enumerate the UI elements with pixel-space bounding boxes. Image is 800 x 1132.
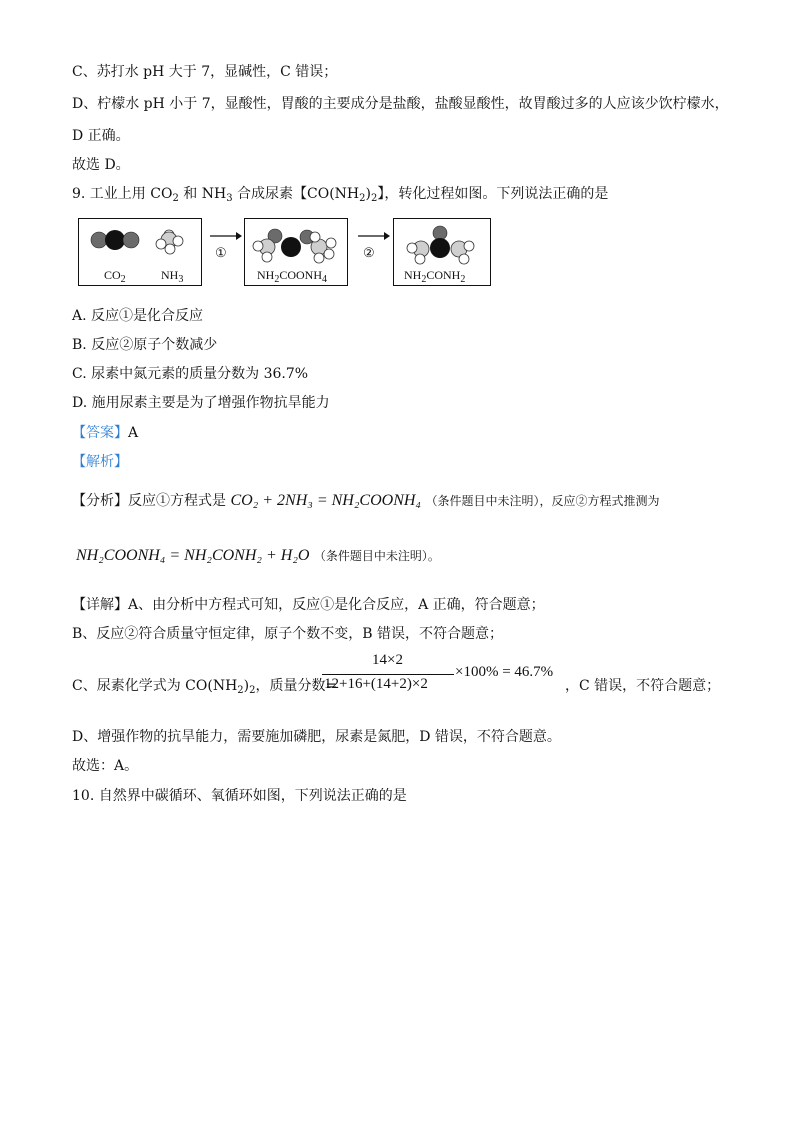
label-co2: $CO_2$ [104, 268, 126, 285]
answer-line [72, 423, 138, 443]
detail-c-suffix: ，C 错误，不符合题意； [565, 678, 721, 694]
equation-2: NH₂COONH₄ = NH₂CONH₂ + H₂O [76, 547, 310, 564]
text-line-d-correct: D 正确。 [72, 128, 130, 144]
question-10-stem: 10. 自然界中碳循环、氧循环如图，下列说法正确的是 [72, 788, 407, 804]
fraction-numerator: 14×2 [372, 652, 403, 668]
analysis-line-1: 【分析】反应①方程式是 CO₂ + 2NH₃ = NH₂COONH₄ （条件题目中未注明），反应②方程式推测为 [72, 492, 660, 509]
option-c: C. 尿素中氮元素的质量分数为 36.7% [72, 366, 309, 382]
question-9-stem: 9. 工业上用 $CO_2$ 和 $NH_3$ 合成尿素【$CO(NH_2)_2$】，转化过程如图。下列说法正确的是 [72, 186, 609, 204]
label-nh2conh2: $NH_2CONH_2$ [404, 268, 466, 285]
label-nh3: $NH_3$ [161, 268, 184, 285]
text-line-choose-d: 故选 D。 [72, 157, 130, 173]
fraction-denominator: 12+16+(14+2)×2 [324, 676, 428, 692]
detail-a: 【详解】A、由分析中方程式可知，反应①是化合反应，A 正确，符合题意； [72, 597, 545, 613]
fraction-result: ×100% = 46.7% [455, 664, 554, 680]
choose-a: 故选：A。 [72, 758, 139, 774]
analysis-tag: 【解析】 [72, 454, 128, 470]
option-d: D. 施用尿素主要是为了增强作物抗旱能力 [72, 395, 330, 411]
text-line-c-soda: C、苏打水 pH 大于 7，显碱性，C 错误； [72, 64, 338, 80]
fraction-bar [322, 674, 454, 675]
analysis-line-2: NH₂COONH₄ = NH₂CONH₂ + H₂O （条件题目中未注明）。 [76, 547, 440, 564]
diagram-box-reactants [78, 218, 202, 286]
arrow-step-1 [208, 228, 242, 244]
answer-value: A [128, 425, 139, 441]
detail-d: D、增强作物的抗旱能力，需要施加磷肥，尿素是氮肥，D 错误，不符合题意。 [72, 729, 561, 745]
option-b: B. 反应②原子个数减少 [72, 337, 218, 353]
step-2-label: ② [363, 245, 375, 260]
detail-c: C、尿素化学式为 $CO(NH_2)_2$，质量分数= [72, 678, 338, 696]
detail-b: B、反应②符合质量守恒定律，原子个数不变，B 错误，不符合题意； [72, 626, 504, 642]
arrow-step-2 [356, 228, 390, 244]
option-a: A. 反应①是化合反应 [72, 308, 204, 324]
equation-1: CO₂ + 2NH₃ = NH₂COONH₄ [230, 492, 421, 509]
step-1-label: ① [215, 245, 227, 260]
text-line-d-lemon: D、柠檬水 pH 小于 7，显酸性，胃酸的主要成分是盐酸，盐酸显酸性，故胃酸过多的人应该少饮柠檬水， [72, 96, 729, 112]
answer-tag: 【答案】 [72, 425, 128, 441]
label-nh2coonh4: $NH_2COONH_4$ [257, 268, 328, 285]
